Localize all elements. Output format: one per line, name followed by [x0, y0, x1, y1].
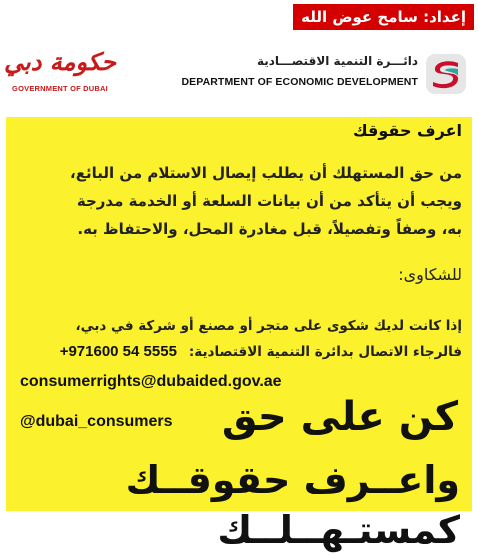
- byline-label: إعداد: سامح عوض الله: [293, 4, 474, 30]
- rights-paragraph: [12, 159, 462, 243]
- complaint-text: فالرجاء الاتصال بدائرة التنمية الاقتصادية:: [188, 344, 462, 360]
- rights-line: به، وصفاً وتفصيلاً، قبل مغادرة المحل، والاحتفاظ به.: [77, 220, 462, 238]
- social-handle[interactable]: @dubai_consumers: [20, 413, 173, 430]
- complaints-paragraph: [10, 313, 462, 365]
- government-of-dubai-logo: [4, 46, 116, 98]
- panel-heading: اعرف حقوقك: [353, 121, 462, 140]
- ded-logo-icon: [426, 54, 466, 94]
- complaint-line: [10, 339, 462, 365]
- complaint-line: [10, 313, 462, 339]
- rights-line: من حق المستهلك أن يطلب إيصال الاستلام من البائع،: [70, 164, 462, 182]
- department-name-english: DEPARTMENT OF ECONOMIC DEVELOPMENT: [181, 76, 418, 88]
- email-address[interactable]: consumerrights@dubaided.gov.ae: [20, 373, 282, 390]
- rights-line: ويجب أن يتأكد من أن بيانات السلعة أو الخدمة مدرجة: [76, 192, 462, 210]
- government-logo-english: GOVERNMENT OF DUBAI: [12, 84, 108, 93]
- slogan-line-1: كن على حق: [221, 394, 458, 440]
- complaints-title: للشكاوى:: [398, 265, 462, 284]
- department-header: [146, 54, 466, 94]
- consumer-rights-panel: [6, 117, 472, 552]
- phone-number[interactable]: +971600 54 5555: [59, 343, 177, 360]
- complaint-text: إذا كانت لديك شكوى على متجر أو مصنع أو شركة في دبي،: [75, 318, 462, 334]
- government-logo-script: حكومة دبي: [4, 47, 116, 76]
- slogan-line-2: واعــرف حقوقــك كمستـهــلــك: [125, 458, 460, 552]
- department-name-arabic: دائـــرة التنمية الاقتصـــادية: [256, 54, 418, 68]
